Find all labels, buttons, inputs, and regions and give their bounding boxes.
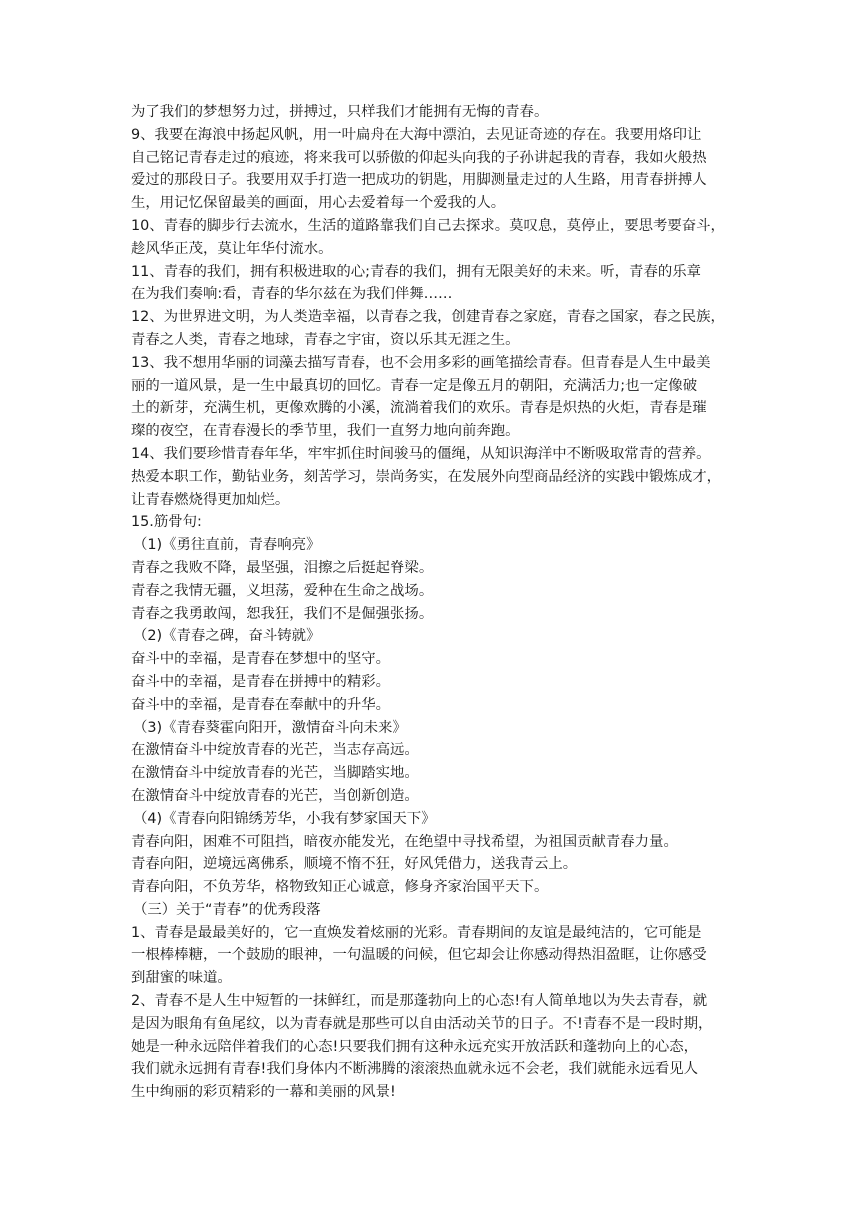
section-heading: （三）关于“青春”的优秀段落 — [133, 901, 321, 918]
text-line: 12、为世界进文明，为人类造幸福，以青春之我，创建青春之家庭，青春之国家，春之民族， — [131, 309, 725, 326]
text-line: 在为我们奏响:看，青春的华尔兹在为我们伴舞…… — [131, 286, 453, 303]
document-body — [131, 101, 733, 1104]
text-line: 爱过的那段日子。我要用双手打造一把成功的钥匙，用脚测量走过的人生路，用青春拼搏人 — [131, 172, 707, 189]
text-line: 趁风华正茂，莫让年华付流水。 — [131, 240, 333, 257]
section-heading: 15.筋骨句: — [131, 514, 202, 531]
text-line: 热爱本职工作，勤钻业务，刻苦学习，崇尚务实，在发展外向型商品经济的实践中锻炼成才， — [131, 468, 722, 485]
text-line: 到甜蜜的味道。 — [131, 970, 232, 987]
text-line: 9、我要在海浪中扬起风帆，用一叶扁舟在大海中漂泊，去见证奇迹的存在。我要用烙印让 — [131, 126, 702, 143]
text-line: 一根棒棒糖，一个鼓励的眼神，一句温暖的问候，但它却会让你感动得热泪盈眶，让你感受 — [131, 947, 707, 964]
text-line: 青春向阳，不负芳华，格物致知正心诚意，修身齐家治国平天下。 — [131, 879, 549, 896]
text-line: 土的新芽，充满生机，更像欢腾的小溪，流淌着我们的欢乐。青春是炽热的火炬，青春是璀 — [131, 400, 707, 417]
text-line: 在激情奋斗中绽放青春的光芒，当脚踏实地。 — [131, 765, 419, 782]
text-line: 奋斗中的幸福，是青春在梦想中的坚守。 — [131, 651, 391, 668]
text-line: 青春之我败不降，最坚强，泪擦之后挺起脊梁。 — [131, 559, 434, 576]
text-line: 生中绚丽的彩页精彩的一幕和美丽的风景! — [131, 1084, 396, 1101]
text-line: 14、我们要珍惜青春年华，牢牢抓住时间骏马的僵绳，从知识海洋中不断吸取常青的营养。 — [131, 445, 711, 462]
text-line: 1、青春是最最美好的，它一直焕发着炫丽的光彩。青春期间的友谊是最纯洁的，它可能是 — [131, 924, 702, 941]
text-line: 生，用记忆保留最美的画面，用心去爱着每一个爱我的人。 — [131, 195, 506, 212]
text-line: 青春向阳，逆境远离佛系，顺境不惰不狂，好风凭借力，送我青云上。 — [131, 856, 578, 873]
text-line: 奋斗中的幸福，是青春在拼搏中的精彩。 — [131, 673, 391, 690]
text-line: 青春之我情无疆，义坦荡，爱种在生命之战场。 — [131, 582, 434, 599]
text-line: 青春之人类，青春之地球，青春之宇宙，资以乐其无涯之生。 — [131, 331, 520, 348]
text-line: 2、青春不是人生中短暂的一抹鲜红，而是那蓬勃向上的心态!有人简单地以为失去青春，就 — [131, 993, 708, 1010]
text-line: 11、青春的我们，拥有积极进取的心;青春的我们，拥有无限美好的未来。听，青春的乐章 — [131, 263, 702, 280]
text-line: 为了我们的梦想努力过，拼搏过，只样我们才能拥有无悔的青春。 — [131, 104, 549, 120]
text-line: 丽的一道风景，是一生中最真切的回忆。青春一定是像五月的朝阳，充满活力;也一定像破 — [131, 377, 698, 394]
text-line: 让青春燃烧得更加灿烂。 — [131, 491, 290, 508]
text-line: 青春向阳，困难不可阻挡，暗夜亦能发光，在绝望中寻找希望，为祖国贡献青春力量。 — [131, 833, 678, 850]
text-line: 我们就永远拥有青春!我们身体内不断沸腾的滚滚热血就永远不会老，我们就能永远看见人 — [131, 1061, 699, 1078]
text-line: 璨的夜空，在青春漫长的季节里，我们一直努力地向前奔跑。 — [131, 423, 520, 440]
text-line: 奋斗中的幸福，是青春在奉献中的升华。 — [131, 696, 391, 713]
subsection-heading: （2)《青春之碑，奋斗铸就》 — [133, 628, 321, 645]
text-line: 是因为眼角有鱼尾纹，以为青春就是那些可以自由活动关节的日子。不!青春不是一段时期， — [131, 1015, 713, 1032]
subsection-heading: （1)《勇往直前，青春响亮》 — [133, 537, 321, 554]
text-line: 自己铭记青春走过的痕迹，将来我可以骄傲的仰起头向我的子孙讲起我的青春，我如火般热 — [131, 149, 707, 166]
text-line: 她是一种永远陪伴着我们的心态!只要我们拥有这种永远充实开放活跃和蓬勃向上的心态， — [131, 1038, 699, 1055]
subsection-heading: （4)《青春向阳锦绣芳华，小我有梦家国天下》 — [133, 810, 436, 827]
text-line: 13、我不想用华丽的词藻去描写青春，也不会用多彩的画笔描绘青春。但青春是人生中最美 — [131, 354, 711, 371]
text-line: 青春之我勇敢闯，恕我狂，我们不是倔强张扬。 — [131, 605, 434, 622]
text-line: 在激情奋斗中绽放青春的光芒，当创新创造。 — [131, 787, 419, 804]
text-line: 10、青春的脚步行去流水，生活的道路靠我们自己去探求。莫叹息，莫停止，要思考要奋斗， — [131, 217, 725, 234]
subsection-heading: （3)《青春葵霍向阳开，激情奋斗向未来》 — [133, 719, 407, 736]
text-line: 在激情奋斗中绽放青春的光芒，当志存高远。 — [131, 742, 419, 759]
